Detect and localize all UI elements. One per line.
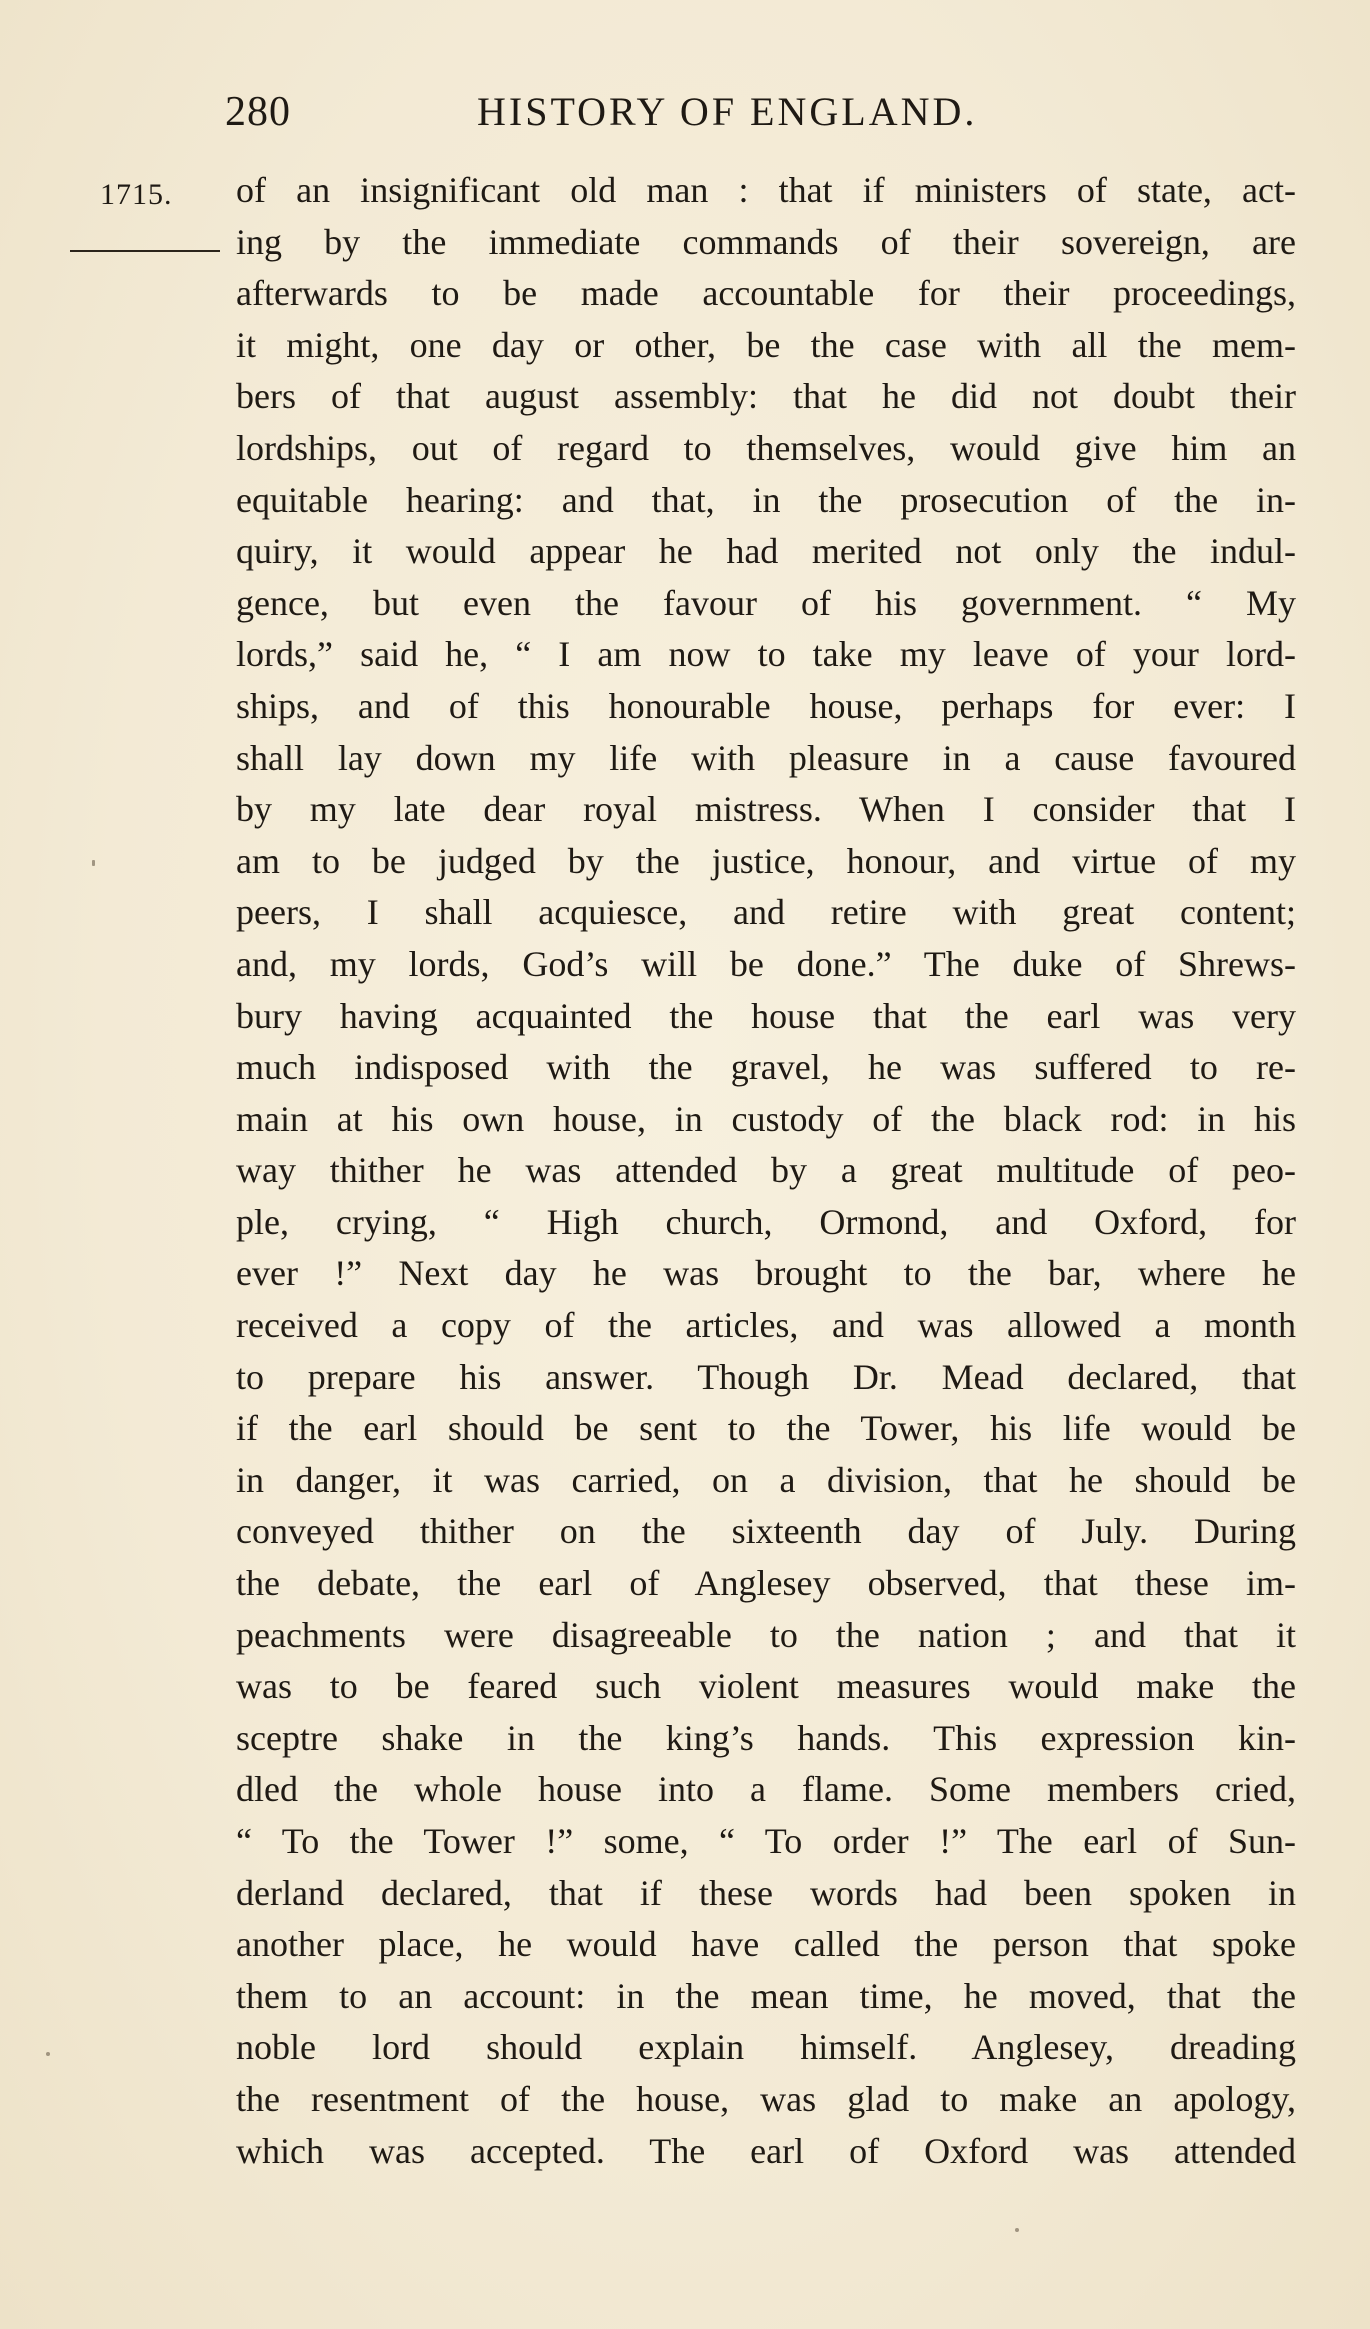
- text-line: the resentment of the house, was glad to make an apology,: [236, 2078, 1296, 2119]
- text-line: sceptre shake in the king’s hands. This expression kin-: [236, 1717, 1296, 1758]
- running-title: HISTORY OF ENGLAND.: [477, 89, 978, 134]
- text-line: peachments were disagreeable to the nation ; and that it: [236, 1614, 1296, 1655]
- text-line: ple, crying, “ High church, Ormond, and Oxford, for: [236, 1201, 1296, 1242]
- text-line: main at his own house, in custody of the black rod: in his: [236, 1098, 1296, 1139]
- text-line: which was accepted. The earl of Oxford was attended: [236, 2130, 1296, 2171]
- text-line: peers, I shall acquiesce, and retire with great content;: [236, 892, 1296, 933]
- text-line: received a copy of the articles, and was allowed a month: [236, 1305, 1296, 1346]
- text-line: am to be judged by the justice, honour, and virtue of my: [236, 840, 1296, 881]
- text-line: was to be feared such violent measures would make the: [236, 1666, 1296, 1707]
- text-line: “ To the Tower !” some, “ To order !” The earl of Sun-: [236, 1821, 1296, 1861]
- text-line: to prepare his answer. Though Dr. Mead declared, that: [236, 1356, 1296, 1397]
- text-line: and, my lords, God’s will be done.” The duke of Shrews-: [236, 943, 1296, 984]
- text-line: noble lord should explain himself. Anglesey, dreading: [236, 2027, 1296, 2068]
- margin-year-note: 1715.: [100, 178, 173, 211]
- text-line: much indisposed with the gravel, he was suffered to re-: [236, 1047, 1296, 1088]
- paper-speck: [46, 2052, 50, 2056]
- paper-speck: [1015, 2228, 1019, 2232]
- page-number: 280: [225, 89, 291, 135]
- text-line: ever !” Next day he was brought to the bar, where he: [236, 1253, 1296, 1294]
- text-line: if the earl should be sent to the Tower, his life would be: [236, 1408, 1296, 1449]
- text-line: another place, he would have called the person that spoke: [236, 1924, 1296, 1965]
- text-line: ing by the immediate commands of their sovereign, are: [236, 221, 1296, 262]
- text-line: lords,” said he, “ I am now to take my leave of your lord-: [236, 634, 1296, 675]
- paper-speck: [92, 860, 95, 866]
- text-line: bury having acquainted the house that the earl was very: [236, 995, 1296, 1036]
- text-line: shall lay down my life with pleasure in a cause favoured: [236, 737, 1296, 778]
- text-line: afterwards to be made accountable for their proceedings,: [236, 273, 1296, 314]
- text-line: equitable hearing: and that, in the prosecution of the in-: [236, 479, 1296, 520]
- margin-rule: [70, 250, 220, 252]
- text-line: dled the whole house into a flame. Some members cried,: [236, 1769, 1296, 1810]
- text-line: them to an account: in the mean time, he moved, that the: [236, 1975, 1296, 2016]
- text-line: gence, but even the favour of his government. “ My: [236, 582, 1296, 623]
- text-line: way thither he was attended by a great multitude of peo-: [236, 1150, 1296, 1191]
- body-text: [236, 165, 1296, 2177]
- text-line: derland declared, that if these words had been spoken in: [236, 1872, 1296, 1913]
- text-line: bers of that august assembly: that he did not doubt their: [236, 376, 1296, 417]
- text-line: by my late dear royal mistress. When I consider that I: [236, 789, 1296, 830]
- text-line: in danger, it was carried, on a division, that he should be: [236, 1459, 1296, 1500]
- text-line: lordships, out of regard to themselves, would give him an: [236, 427, 1296, 468]
- text-line: it might, one day or other, be the case with all the mem-: [236, 324, 1296, 365]
- text-line: quiry, it would appear he had merited not only the indul-: [236, 531, 1296, 572]
- page-header: [225, 88, 1305, 148]
- text-line: of an insignificant old man : that if ministers of state, act-: [236, 170, 1296, 210]
- text-line: ships, and of this honourable house, perhaps for ever: I: [236, 685, 1296, 726]
- text-line: conveyed thither on the sixteenth day of July. During: [236, 1511, 1296, 1552]
- text-line: the debate, the earl of Anglesey observed, that these im-: [236, 1563, 1296, 1604]
